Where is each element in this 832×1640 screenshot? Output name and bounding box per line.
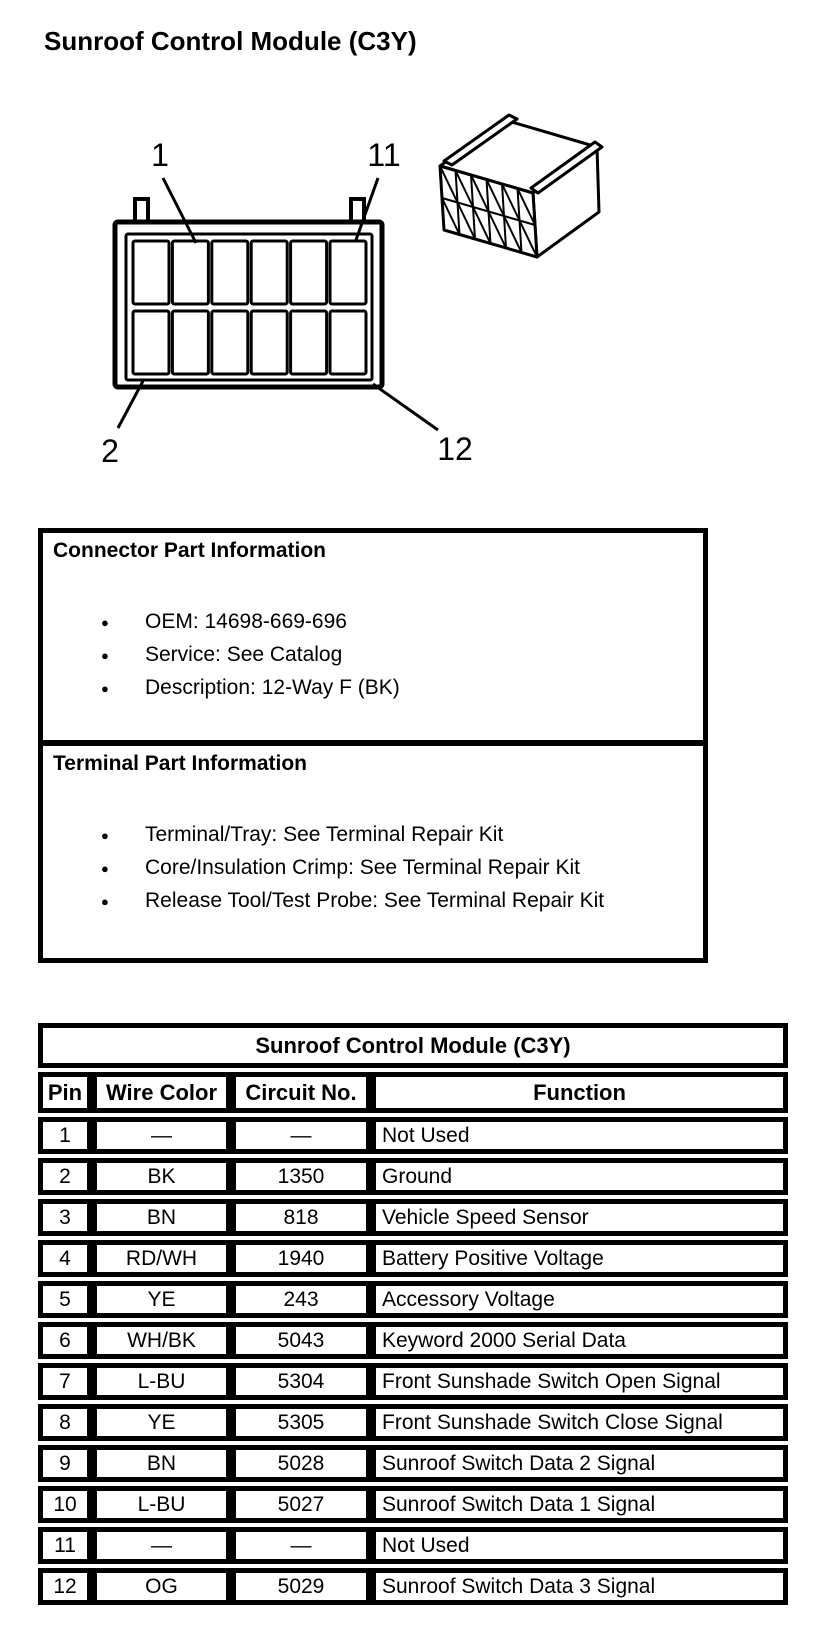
wire-color-cell: YE [92,1281,231,1318]
pin-cavity [172,241,208,304]
pinout-table-body [38,1117,788,1605]
function-cell: Keyword 2000 Serial Data [371,1322,788,1359]
pinout-table-title: Sunroof Control Module (C3Y) [38,1023,788,1068]
pin-cell: 7 [38,1363,92,1400]
wire-color-cell: YE [92,1404,231,1441]
wire-color-cell: L-BU [92,1486,231,1523]
column-header-wire-color: Wire Color [92,1072,231,1113]
function-cell: Not Used [371,1117,788,1154]
circuit-no-cell: — [231,1527,371,1564]
pinout-table-header-row [38,1072,788,1113]
pin-cell: 10 [38,1486,92,1523]
pin-cell: 3 [38,1199,92,1236]
wire-color-cell: OG [92,1568,231,1605]
terminal-part-information-title: Terminal Part Information [53,752,307,775]
pin-cavity [133,241,169,304]
pin-label-11: 11 [367,137,401,173]
table-row [38,1363,788,1400]
table-row [38,1158,788,1195]
pin-cell: 11 [38,1527,92,1564]
pin-cell: 2 [38,1158,92,1195]
pin-cavity [172,311,208,374]
pin-cavity [330,241,366,304]
table-row [38,1240,788,1277]
table-row [38,1281,788,1318]
function-cell: Vehicle Speed Sensor [371,1199,788,1236]
function-cell: Sunroof Switch Data 2 Signal [371,1445,788,1482]
wire-color-cell: WH/BK [92,1322,231,1359]
function-cell: Sunroof Switch Data 1 Signal [371,1486,788,1523]
circuit-no-cell: 5305 [231,1404,371,1441]
table-row [38,1568,788,1605]
terminal-part-information-list [53,818,693,917]
pin-cell: 6 [38,1322,92,1359]
pin-cavity [330,311,366,374]
pin-cell: 4 [38,1240,92,1277]
circuit-no-cell: 1350 [231,1158,371,1195]
pin-label-12: 12 [437,431,473,467]
list-item: ● Service: See Catalog [53,638,693,671]
table-row [38,1322,788,1359]
connector-part-information-section [43,533,703,746]
terminal-part-information-section [43,746,703,917]
pin-label-2: 2 [101,433,119,469]
wire-color-cell: — [92,1527,231,1564]
pin-cavity [133,311,169,374]
pin-cavity [251,311,287,374]
list-item: ● Core/Insulation Crimp: See Terminal Repair Kit [53,851,693,884]
column-header-circuit-no: Circuit No. [231,1072,371,1113]
pin-cell: 5 [38,1281,92,1318]
pin-cell: 12 [38,1568,92,1605]
pin-cavity [291,241,327,304]
wire-color-cell: BK [92,1158,231,1195]
circuit-no-cell: 5043 [231,1322,371,1359]
circuit-no-cell: 5029 [231,1568,371,1605]
page-title: Sunroof Control Module (C3Y) [44,26,417,56]
function-cell: Accessory Voltage [371,1281,788,1318]
connector-front-view-icon [115,199,382,387]
pin-cavity [291,311,327,374]
function-cell: Front Sunshade Switch Open Signal [371,1363,788,1400]
circuit-no-cell: — [231,1117,371,1154]
column-header-pin: Pin [38,1072,92,1113]
function-cell: Front Sunshade Switch Close Signal [371,1404,788,1441]
table-row [38,1404,788,1441]
connector-diagram [0,0,832,500]
wire-color-cell: — [92,1117,231,1154]
table-row [38,1527,788,1564]
connector-3d-view-icon [440,115,602,257]
circuit-no-cell: 5304 [231,1363,371,1400]
table-row [38,1486,788,1523]
function-cell: Ground [371,1158,788,1195]
function-cell: Sunroof Switch Data 3 Signal [371,1568,788,1605]
pinout-table [38,1023,788,1609]
wire-color-cell: BN [92,1199,231,1236]
list-item: ● Release Tool/Test Probe: See Terminal Repair Kit [53,884,693,917]
table-row [38,1117,788,1154]
table-row [38,1199,788,1236]
wire-color-cell: L-BU [92,1363,231,1400]
circuit-no-cell: 818 [231,1199,371,1236]
table-row [38,1445,788,1482]
function-cell: Not Used [371,1527,788,1564]
column-header-function: Function [371,1072,788,1113]
connector-part-information-title: Connector Part Information [53,539,327,562]
list-item: ● Description: 12-Way F (BK) [53,671,693,704]
wire-color-cell: RD/WH [92,1240,231,1277]
function-cell: Battery Positive Voltage [371,1240,788,1277]
pin-cavity [251,241,287,304]
pin-cavity [212,311,248,374]
circuit-no-cell: 1940 [231,1240,371,1277]
pin-label-1: 1 [151,137,169,173]
list-item: ● OEM: 14698-669-696 [53,605,693,638]
circuit-no-cell: 5027 [231,1486,371,1523]
pin-cell: 1 [38,1117,92,1154]
connector-part-information-list [53,605,693,704]
circuit-no-cell: 5028 [231,1445,371,1482]
circuit-no-cell: 243 [231,1281,371,1318]
pin-cell: 8 [38,1404,92,1441]
pin-cell: 9 [38,1445,92,1482]
part-information-box [38,528,708,963]
wire-color-cell: BN [92,1445,231,1482]
list-item: ● Terminal/Tray: See Terminal Repair Kit [53,818,693,851]
pin-cavity [212,241,248,304]
